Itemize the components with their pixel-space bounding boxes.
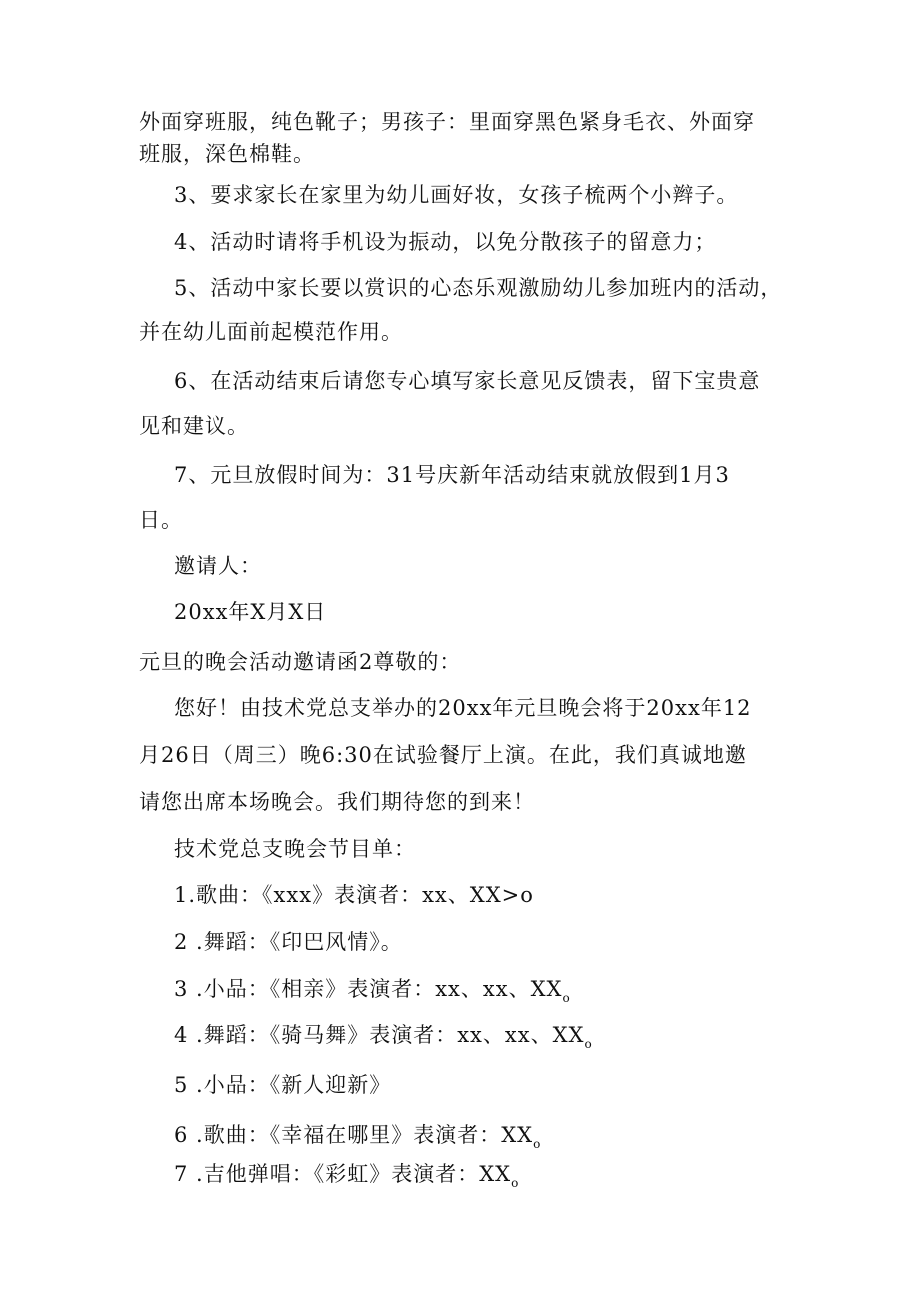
paragraph-line: 外面穿班服，纯色靴子；男孩子：里面穿黑色紧身毛衣、外面穿 bbox=[139, 110, 755, 134]
subscript-mark: o bbox=[533, 1137, 541, 1151]
program-item bbox=[174, 1160, 518, 1191]
program-title: 技术党总支晚会节目单： bbox=[174, 837, 416, 861]
paragraph-line: 5、活动中家长要以赏识的心态乐观激励幼儿参加班内的活动， bbox=[174, 276, 783, 300]
subscript-mark: o bbox=[584, 1037, 592, 1051]
paragraph-line: 6、在活动结束后请您专心填写家长意见反馈表，留下宝贵意 bbox=[174, 369, 761, 393]
paragraph-line: 班服，深色棉鞋。 bbox=[139, 142, 315, 166]
paragraph-line: 7、元旦放假时间为：31号庆新年活动结束就放假到1月3 bbox=[174, 463, 730, 487]
subscript-mark: o bbox=[511, 1176, 519, 1190]
program-item bbox=[174, 975, 570, 1006]
signature-date: 20xx年X月X日 bbox=[174, 600, 327, 624]
paragraph-line: 月26日（周三）晚6:30在试验餐厅上演。在此，我们真诚地邀 bbox=[139, 743, 747, 767]
paragraph-line: 4、活动时请将手机设为振动，以免分散孩子的留意力； bbox=[174, 230, 717, 254]
program-item-text: 3 .小品：《相亲》表演者：xx、xx、XX bbox=[174, 977, 563, 1001]
paragraph-line: 您好！由技术党总支举办的20xx年元旦晚会将于20xx年12 bbox=[174, 696, 752, 720]
program-item: 2 .舞蹈：《印巴风情》。 bbox=[174, 930, 403, 954]
paragraph-line: 日。 bbox=[139, 508, 183, 532]
program-item bbox=[174, 1021, 592, 1052]
paragraph-line: 3、要求家长在家里为幼儿画好妆，女孩子梳两个小辫子。 bbox=[174, 183, 739, 207]
paragraph-line: 请您出席本场晚会。我们期待您的到来！ bbox=[139, 790, 535, 814]
signature-label: 邀请人： bbox=[174, 554, 262, 578]
program-item-text: 7 .吉他弹唱：《彩虹》表演者：XX bbox=[174, 1162, 512, 1186]
program-item-text: 4 .舞蹈：《骑马舞》表演者：xx、xx、XX bbox=[174, 1023, 585, 1047]
program-item: 5 .小品：《新人迎新》 bbox=[174, 1073, 392, 1097]
subscript-mark: o bbox=[562, 991, 570, 1005]
paragraph-line: 并在幼儿面前起模范作用。 bbox=[139, 320, 403, 344]
program-item-text: 6 .歌曲：《幸福在哪里》表演者：XX bbox=[174, 1123, 534, 1147]
section-heading: 元旦的晚会活动邀请函2尊敬的： bbox=[139, 650, 462, 674]
paragraph-line: 见和建议。 bbox=[139, 414, 249, 438]
program-item: 1.歌曲：《xxx》表演者：xx、XX>o bbox=[174, 883, 534, 907]
program-item bbox=[174, 1121, 540, 1152]
